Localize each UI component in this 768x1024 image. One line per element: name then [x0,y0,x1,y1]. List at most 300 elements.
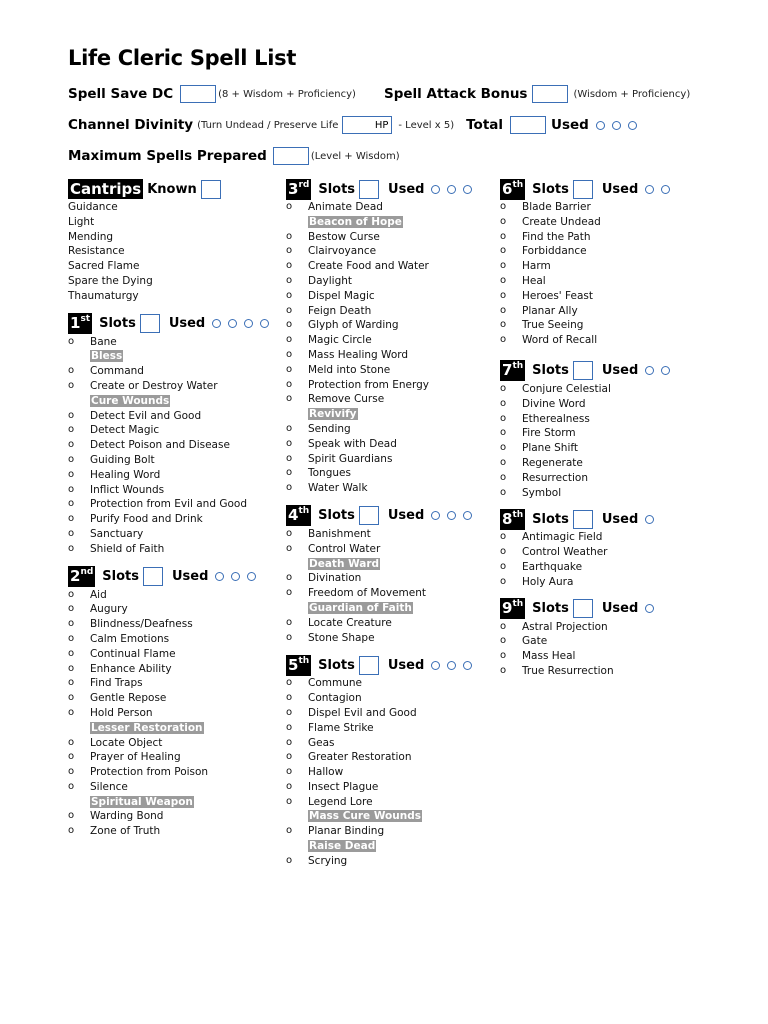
bullet-marker: o [68,335,75,347]
spell-name: Feign Death [308,304,372,317]
bullet-marker: o [68,498,75,510]
used-circle[interactable] [231,572,240,581]
bullet-marker: o [286,378,293,390]
spell-item [68,409,269,424]
channel-label: Channel Divinity [68,117,194,133]
spell-name: Create Undead [522,215,601,228]
spell-name: Control Weather [522,546,608,559]
spell-item [286,706,472,721]
spell-item [68,647,269,662]
level-suffix: rd [298,179,310,190]
spell-item [286,795,472,810]
bullet-marker: o [286,245,293,257]
spell-name: Contagion [308,692,362,705]
spell-item [500,397,670,412]
bullet-marker: o [286,825,293,837]
spell-item [68,542,269,557]
bullet-marker: o [68,736,75,748]
used-circle[interactable] [645,185,654,194]
spell-name: Sanctuary [90,527,144,540]
spell-name: Protection from Energy [308,378,429,391]
used-circle[interactable] [645,366,654,375]
bullet-marker: o [500,274,507,286]
bullet-marker: o [286,363,293,375]
used-circle[interactable] [463,511,472,520]
spell-name: Augury [90,603,128,616]
spell-list [286,527,472,645]
bullet-marker: o [286,631,293,643]
bullet-marker: o [286,393,293,405]
spell-name: Blade Barrier [522,201,591,213]
spell-item [500,333,670,348]
level-digit: 8 [502,509,513,528]
spell-item [68,736,269,751]
channel-divinity-row [68,116,637,134]
spell-name: Flame Strike [308,721,374,734]
bullet-marker: o [286,304,293,316]
spell-name: Legend Lore [308,795,373,808]
bullet-marker: o [68,542,75,554]
level-8-section [500,508,670,589]
channel-used-circle[interactable] [628,121,637,130]
bullet-marker: o [286,692,293,704]
level-number [68,313,92,334]
spell-list [500,620,670,679]
spell-item [500,471,670,486]
bullet-marker: o [68,677,75,689]
bullet-marker: o [500,560,507,572]
spell-name: Remove Curse [308,393,385,406]
bullet-marker: o [68,780,75,792]
bullet-marker: o [500,456,507,468]
channel-used-circle[interactable] [612,121,621,130]
bullet-marker: o [68,513,75,525]
level-number [286,655,311,676]
spell-item [286,333,472,348]
level-digit: 1 [70,314,81,333]
spell-save-field[interactable] [180,85,216,103]
spell-name: Silence [90,780,128,793]
cantrips-section [68,178,269,304]
bullet-marker: o [68,439,75,451]
level-digit: 6 [502,179,513,198]
used-circle[interactable] [661,366,670,375]
spell-name: Control Water [308,542,381,555]
spell-item [286,542,472,557]
spell-item [68,423,269,438]
spell-item [68,527,269,542]
level-1-section [68,313,269,557]
spell-name: Detect Magic [90,424,160,437]
spell-name: Warding Bond [90,810,164,823]
used-circle[interactable] [447,185,456,194]
spell-item [68,780,269,795]
used-circle[interactable] [228,319,237,328]
slots-label: Slots [102,569,139,585]
bullet-marker: o [286,230,293,242]
spell-name: Beacon of Hope [309,215,402,228]
spell-item [500,274,670,289]
cantrip-list [68,200,269,304]
spell-item [286,437,472,452]
spell-name: Spare the Dying [68,274,153,287]
spell-name: Commune [308,677,362,690]
max-prepared-label: Maximum Spells Prepared [68,148,267,164]
spell-item [286,571,472,586]
bullet-marker: o [500,230,507,242]
bullet-marker: o [500,245,507,257]
bullet-marker: o [500,471,507,483]
spell-item [500,575,670,590]
bullet-marker: o [286,437,293,449]
spell-name: Resurrection [522,471,588,484]
spell-item [500,215,670,230]
spell-item [286,378,472,393]
spell-name: Guiding Bolt [90,453,155,466]
spell-item [286,765,472,780]
used-circle[interactable] [463,661,472,670]
bullet-marker: o [286,274,293,286]
slots-label: Slots [99,316,136,332]
spell-name: Geas [308,736,335,749]
bullet-marker: o [286,319,293,331]
spell-item [286,631,472,646]
used-circle[interactable] [431,661,440,670]
spell-item [286,422,472,437]
cantrip-item [68,244,269,259]
used-circle[interactable] [645,604,654,613]
spell-item [68,750,269,765]
channel-note: (Turn Undead / Preserve Life [197,119,339,131]
spell-item [286,200,472,215]
spell-save-row [68,85,356,103]
cantrip-item [68,215,269,230]
level-digit: 4 [288,506,299,525]
spell-item [68,453,269,468]
slots-field[interactable] [359,506,379,525]
spell-name: Hold Person [90,706,153,719]
slots-label: Slots [532,363,569,379]
level-number [500,509,525,530]
spell-item [500,318,670,333]
used-circle[interactable] [447,511,456,520]
bullet-marker: o [500,334,507,346]
spell-name: Scrying [308,854,348,867]
prepared-spell-item [286,215,472,230]
spell-name: Stone Shape [308,631,375,644]
spell-item [500,259,670,274]
used-circle[interactable] [260,319,269,328]
hp-field[interactable] [342,116,392,134]
spell-item [500,664,670,679]
level-header [68,566,269,588]
spell-name: Find Traps [90,677,143,690]
bullet-marker: o [500,620,507,632]
used-circle[interactable] [212,319,221,328]
spell-item [68,468,269,483]
used-label: Used [601,181,639,197]
bullet-marker: o [500,664,507,676]
spell-name: Zone of Truth [90,825,161,838]
max-prepared-note: (Level + Wisdom) [310,150,400,162]
level-2-section [68,566,269,840]
slots-field[interactable] [359,180,379,199]
spell-item [286,481,472,496]
spell-item [68,497,269,512]
spell-name: Bestow Curse [308,230,380,243]
spell-item [500,560,670,575]
spell-attack-field[interactable] [532,85,568,103]
slots-label: Slots [532,601,569,617]
spell-name: Heal [522,274,546,287]
bullet-marker: o [68,647,75,659]
bullet-marker: o [500,486,507,498]
bullet-marker: o [286,795,293,807]
spell-name: Planar Binding [308,825,385,838]
bullet-marker: o [68,468,75,480]
level-header [68,313,269,335]
spell-name: Aid [90,588,107,601]
spell-name: Protection from Evil and Good [90,498,247,511]
bullet-marker: o [68,618,75,630]
spell-item [286,348,472,363]
level-header [500,360,670,382]
level-header [286,178,472,200]
spell-list [500,200,670,348]
cantrip-item [68,259,269,274]
hp-unit: HP [374,119,389,131]
spell-item [286,259,472,274]
level-3-section [286,178,472,496]
spell-list [68,588,269,840]
spell-list [286,676,472,868]
spell-attack-label: Spell Attack Bonus [384,86,528,102]
cantrips-header [68,178,269,200]
spell-name: Mending [68,230,114,243]
bullet-marker: o [500,546,507,558]
slots-label: Slots [318,657,355,673]
spell-item [68,379,269,394]
used-circle[interactable] [661,185,670,194]
bullet-marker: o [68,751,75,763]
level-9-section [500,598,670,679]
spell-name: Symbol [522,486,562,499]
spell-name: Dispel Magic [308,289,375,302]
spell-name: Continual Flame [90,647,176,660]
used-circle[interactable] [215,572,224,581]
used-circle[interactable] [431,185,440,194]
bullet-marker: o [68,706,75,718]
spell-item [500,244,670,259]
spell-item [68,676,269,691]
prepared-spell-item [286,809,472,824]
slots-field[interactable] [140,314,160,333]
slots-field[interactable] [359,656,379,675]
spell-name: Guardian of Faith [309,601,412,614]
used-circle[interactable] [247,572,256,581]
spell-item [68,691,269,706]
spell-name: Animate Dead [308,201,383,213]
column-1 [68,178,269,839]
bullet-marker: o [286,677,293,689]
level-suffix: th [298,655,310,666]
spell-item [500,200,670,215]
level-digit: 9 [502,599,513,618]
spell-name: Detect Evil and Good [90,409,202,422]
spell-item [286,363,472,378]
level-5-section [286,654,472,868]
used-circle[interactable] [447,661,456,670]
bullet-marker: o [286,766,293,778]
slots-label: Slots [318,508,355,524]
cantrip-item [68,289,269,304]
spell-name: Sacred Flame [68,260,140,273]
spell-name: Calm Emotions [90,632,170,645]
used-label: Used [387,657,425,673]
bullet-marker: o [68,453,75,465]
spell-name: Planar Ally [522,304,578,317]
bullet-marker: o [286,587,293,599]
prepared-spell-item [68,349,269,364]
spell-name: Clairvoyance [308,245,377,258]
used-circle[interactable] [244,319,253,328]
cantrip-item [68,274,269,289]
cantrip-item [68,230,269,245]
level-suffix: th [512,179,524,190]
level-suffix: nd [80,567,94,578]
bullet-marker: o [286,201,293,212]
spell-list [68,335,269,557]
spell-item [500,634,670,649]
spell-item [286,466,472,481]
level-header [286,505,472,527]
cantrip-item [68,200,269,215]
spell-item [286,527,472,542]
spell-item [286,274,472,289]
spell-item [68,335,269,350]
spell-name: Dispel Evil and Good [308,706,417,719]
spell-item [286,289,472,304]
spell-name: Tongues [308,467,351,480]
spell-item [68,765,269,780]
bullet-marker: o [68,766,75,778]
prepared-spell-item [68,721,269,736]
spell-name: Command [90,365,144,378]
bullet-marker: o [286,260,293,272]
bullet-marker: o [68,603,75,615]
spell-name: Meld into Stone [308,363,391,376]
spell-item [286,392,472,407]
spell-name: Conjure Celestial [522,382,611,395]
spell-name: Astral Projection [522,620,608,633]
column-3 [500,178,670,679]
spell-item [286,854,472,869]
spell-item [286,750,472,765]
spell-name: Thaumaturgy [68,289,139,302]
level-suffix: th [298,506,310,517]
total-field[interactable] [510,116,546,134]
bullet-marker: o [68,825,75,837]
level-suffix: th [512,361,524,372]
level-number [500,179,525,200]
spell-name: Guidance [68,201,118,213]
level-digit: 5 [288,655,299,674]
used-circle[interactable] [645,515,654,524]
spell-item [500,382,670,397]
spell-name: Resistance [68,245,125,258]
spell-item [68,438,269,453]
bullet-marker: o [68,632,75,644]
bullet-marker: o [286,572,293,584]
max-prepared-field[interactable] [273,147,309,165]
used-circle[interactable] [463,185,472,194]
spell-name: Forbiddance [522,245,587,258]
bullet-marker: o [286,334,293,346]
spell-list [286,200,472,496]
spell-item [68,824,269,839]
bullet-marker: o [286,706,293,718]
spell-item [286,304,472,319]
spell-name: Light [68,215,95,228]
spell-item [286,586,472,601]
spell-name: Insect Plague [308,780,379,793]
spell-name: Locate Creature [308,616,392,629]
level-header [500,598,670,620]
spell-item [286,780,472,795]
slots-field[interactable] [573,510,593,529]
spell-item [286,691,472,706]
spell-name: Purify Food and Drink [90,513,203,526]
bullet-marker: o [68,527,75,539]
bullet-marker: o [68,365,75,377]
slots-field[interactable] [573,361,593,380]
spell-name: Mass Heal [522,650,576,663]
spell-item [68,632,269,647]
spell-name: Inflict Wounds [90,483,165,496]
spell-item [68,364,269,379]
cantrips-known-field[interactable] [201,180,221,199]
level-7-section [500,360,670,500]
spell-name: Lesser Restoration [91,721,203,734]
channel-used-circle[interactable] [596,121,605,130]
column-2 [286,178,472,869]
slots-field[interactable] [573,180,593,199]
spell-name: Fire Storm [522,427,576,440]
bullet-marker: o [500,427,507,439]
spell-item [68,662,269,677]
bullet-marker: o [286,780,293,792]
spell-item [500,530,670,545]
level-digit: 2 [70,567,81,586]
level-suffix: th [512,599,524,610]
bullet-marker: o [286,527,293,539]
spell-name: Hallow [308,766,344,779]
used-circle[interactable] [431,511,440,520]
spell-name: Find the Path [522,230,591,243]
bullet-marker: o [286,452,293,464]
cantrips-label: Cantrips [70,180,142,198]
level-number [68,566,95,587]
spell-list [500,382,670,500]
spell-item [500,426,670,441]
spell-item [68,617,269,632]
spell-save-note: (8 + Wisdom + Proficiency) [218,88,356,100]
spell-name: Bless [91,350,123,363]
spell-item [500,289,670,304]
slots-field[interactable] [143,567,163,586]
slots-field[interactable] [573,599,593,618]
spell-name: Cure Wounds [91,394,170,407]
